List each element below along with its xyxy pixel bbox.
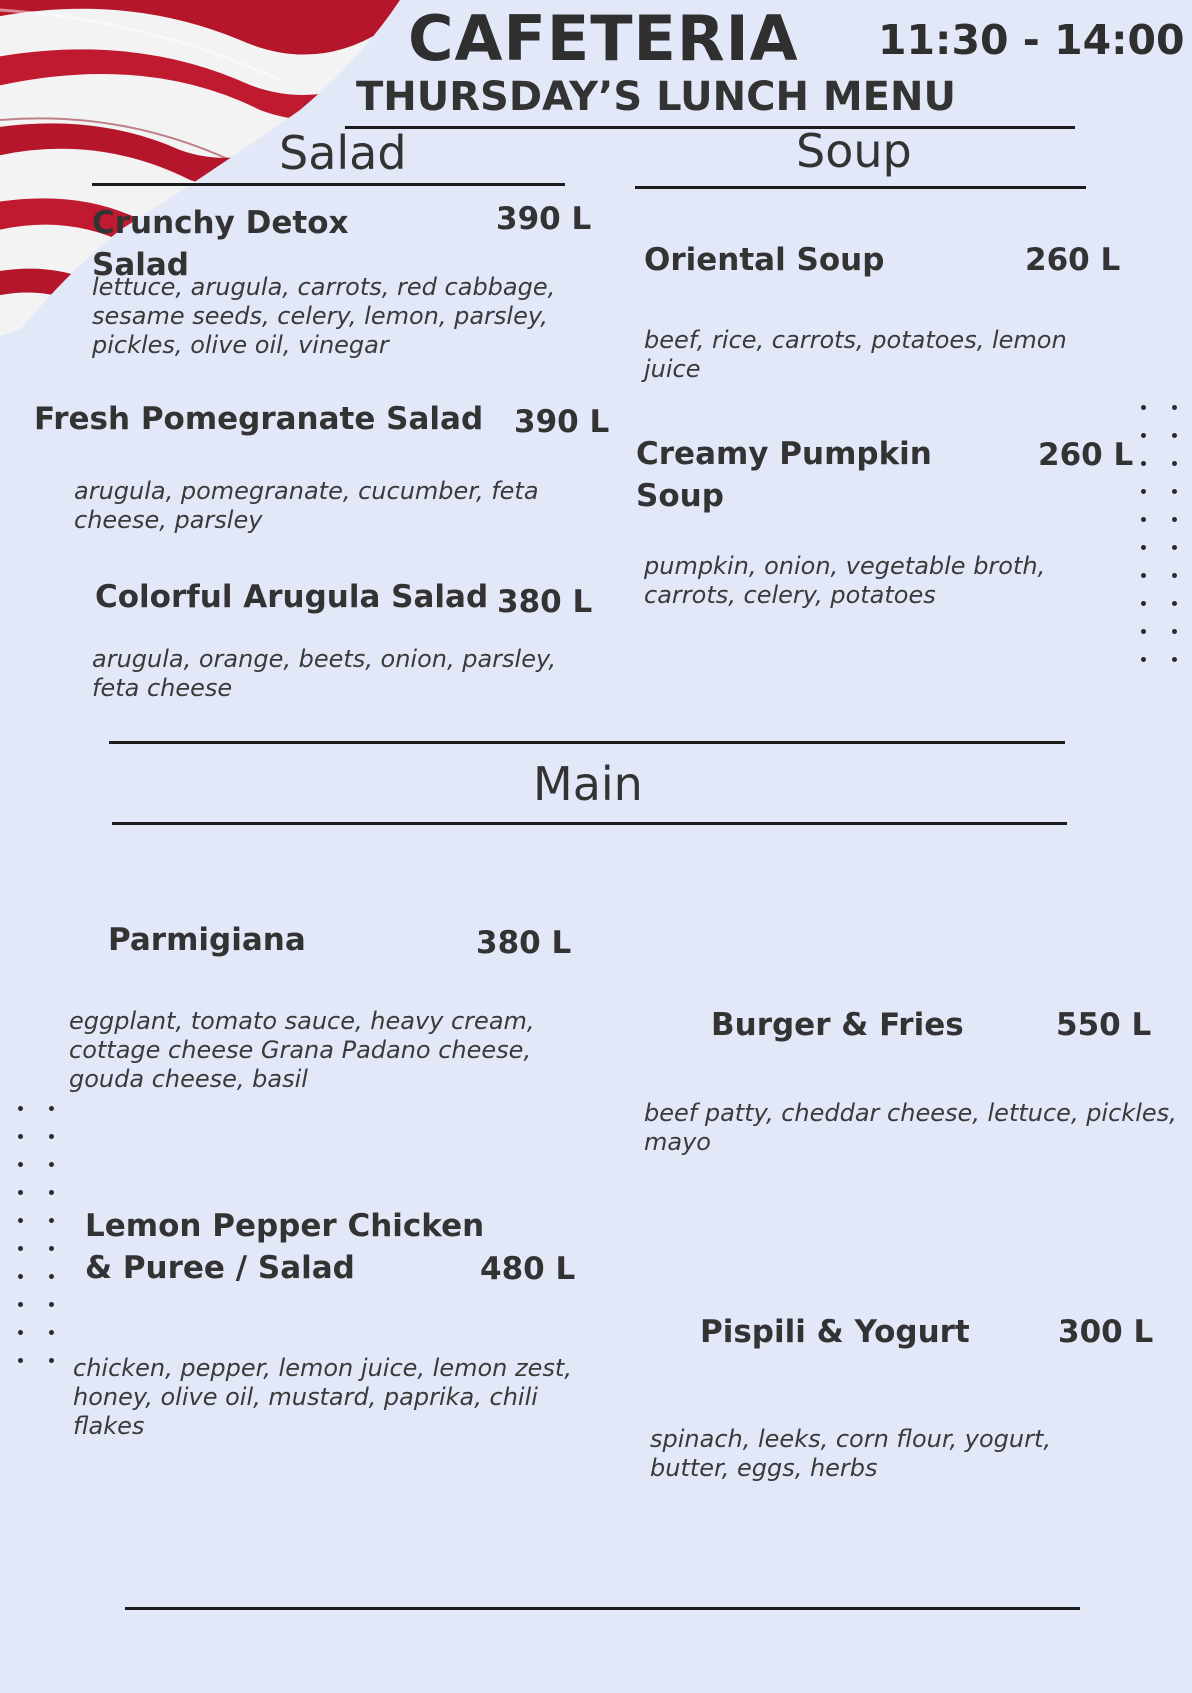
decor-dot bbox=[49, 1246, 54, 1251]
footer-divider bbox=[125, 1607, 1080, 1610]
menu-item-name: Colorful Arugula Salad bbox=[95, 579, 489, 615]
section-title-main: Main bbox=[533, 757, 643, 811]
decor-dot bbox=[18, 1162, 23, 1167]
decor-dot bbox=[18, 1190, 23, 1195]
menu-item-price: 300 L bbox=[1058, 1314, 1154, 1350]
decor-dot bbox=[18, 1330, 23, 1335]
soup-divider bbox=[635, 186, 1086, 189]
decor-dot bbox=[49, 1302, 54, 1307]
opening-hours: 11:30 - 14:00 bbox=[878, 16, 1185, 64]
menu-item-price: 480 L bbox=[480, 1251, 576, 1287]
menu-item-description: lettuce, arugula, carrots, red cabbage, sesame seeds, celery, lemon, parsley, pickles, olive oil, vinegar bbox=[92, 273, 556, 359]
menu-item-price: 550 L bbox=[1056, 1007, 1152, 1043]
menu-item-price: 390 L bbox=[496, 201, 592, 237]
decor-dot bbox=[18, 1246, 23, 1251]
decor-dot bbox=[49, 1330, 54, 1335]
menu-item-price: 380 L bbox=[497, 584, 593, 620]
salad-divider bbox=[92, 183, 565, 186]
decor-dot bbox=[1172, 489, 1177, 494]
decor-dot bbox=[1172, 461, 1177, 466]
menu-item-name: Lemon Pepper Chicken & Puree / Salad bbox=[85, 1208, 485, 1286]
decor-dot bbox=[1141, 601, 1146, 606]
cafeteria-title: CAFETERIA bbox=[408, 2, 799, 75]
decor-dot bbox=[18, 1134, 23, 1139]
decor-dot bbox=[18, 1274, 23, 1279]
menu-item-description: beef, rice, carrots, potatoes, lemon juice bbox=[644, 326, 1067, 383]
menu-item-description: beef patty, cheddar cheese, lettuce, pickles, mayo bbox=[644, 1099, 1177, 1156]
decor-dot bbox=[1172, 601, 1177, 606]
section-title-salad: Salad bbox=[279, 126, 407, 180]
decor-dot bbox=[49, 1274, 54, 1279]
menu-item-name: Creamy Pumpkin Soup bbox=[636, 436, 932, 514]
section-title-soup: Soup bbox=[796, 124, 912, 178]
menu-item-name: Burger & Fries bbox=[711, 1007, 964, 1043]
menu-item-name: Oriental Soup bbox=[644, 242, 885, 278]
menu-item-name: Fresh Pomegranate Salad bbox=[34, 401, 484, 437]
menu-item-description: chicken, pepper, lemon juice, lemon zest, honey, olive oil, mustard, paprika, chili flakes bbox=[73, 1354, 572, 1440]
decor-dot bbox=[18, 1302, 23, 1307]
menu-item-description: spinach, leeks, corn flour, yogurt, butter, eggs, herbs bbox=[650, 1425, 1051, 1482]
decor-dot bbox=[1172, 629, 1177, 634]
dot-pattern-right bbox=[1141, 405, 1179, 662]
menu-item-description: arugula, orange, beets, onion, parsley, feta cheese bbox=[92, 645, 556, 702]
decor-dot bbox=[1172, 657, 1177, 662]
menu-item-price: 380 L bbox=[476, 925, 572, 961]
decor-dot bbox=[49, 1106, 54, 1111]
menu-item-price: 260 L bbox=[1038, 437, 1134, 473]
decor-dot bbox=[49, 1358, 54, 1363]
menu-item-price: 260 L bbox=[1025, 242, 1121, 278]
menu-item-description: arugula, pomegranate, cucumber, feta cheese, parsley bbox=[74, 477, 539, 534]
decor-dot bbox=[18, 1218, 23, 1223]
decor-dot bbox=[1141, 405, 1146, 410]
menu-item-price: 390 L bbox=[514, 404, 610, 440]
decor-dot bbox=[18, 1106, 23, 1111]
decor-dot bbox=[1172, 545, 1177, 550]
decor-dot bbox=[18, 1358, 23, 1363]
decor-dot bbox=[1172, 405, 1177, 410]
decor-dot bbox=[1141, 657, 1146, 662]
decor-dot bbox=[1172, 517, 1177, 522]
decor-dot bbox=[1141, 489, 1146, 494]
main-top-divider bbox=[109, 741, 1065, 744]
decor-dot bbox=[1141, 573, 1146, 578]
decor-dot bbox=[1141, 517, 1146, 522]
dot-pattern-left bbox=[18, 1106, 56, 1363]
decor-dot bbox=[1172, 573, 1177, 578]
decor-dot bbox=[49, 1218, 54, 1223]
decor-dot bbox=[1141, 433, 1146, 438]
decor-dot bbox=[49, 1162, 54, 1167]
decor-dot bbox=[49, 1134, 54, 1139]
decor-dot bbox=[1141, 461, 1146, 466]
header-divider bbox=[345, 126, 1075, 129]
decor-dot bbox=[49, 1190, 54, 1195]
menu-item-name: Parmigiana bbox=[108, 922, 306, 958]
menu-item-name: Pispili & Yogurt bbox=[700, 1314, 970, 1350]
decor-dot bbox=[1141, 629, 1146, 634]
menu-item-name: Crunchy Detox Salad bbox=[92, 205, 349, 283]
menu-subtitle: THURSDAY’S LUNCH MENU bbox=[356, 74, 956, 120]
menu-item-description: eggplant, tomato sauce, heavy cream, cottage cheese Grana Padano cheese, gouda cheese, basil bbox=[69, 1007, 535, 1093]
menu-item-description: pumpkin, onion, vegetable broth, carrots, celery, potatoes bbox=[644, 552, 1046, 609]
decor-dot bbox=[1141, 545, 1146, 550]
decor-dot bbox=[1172, 433, 1177, 438]
main-bottom-divider bbox=[112, 822, 1067, 825]
